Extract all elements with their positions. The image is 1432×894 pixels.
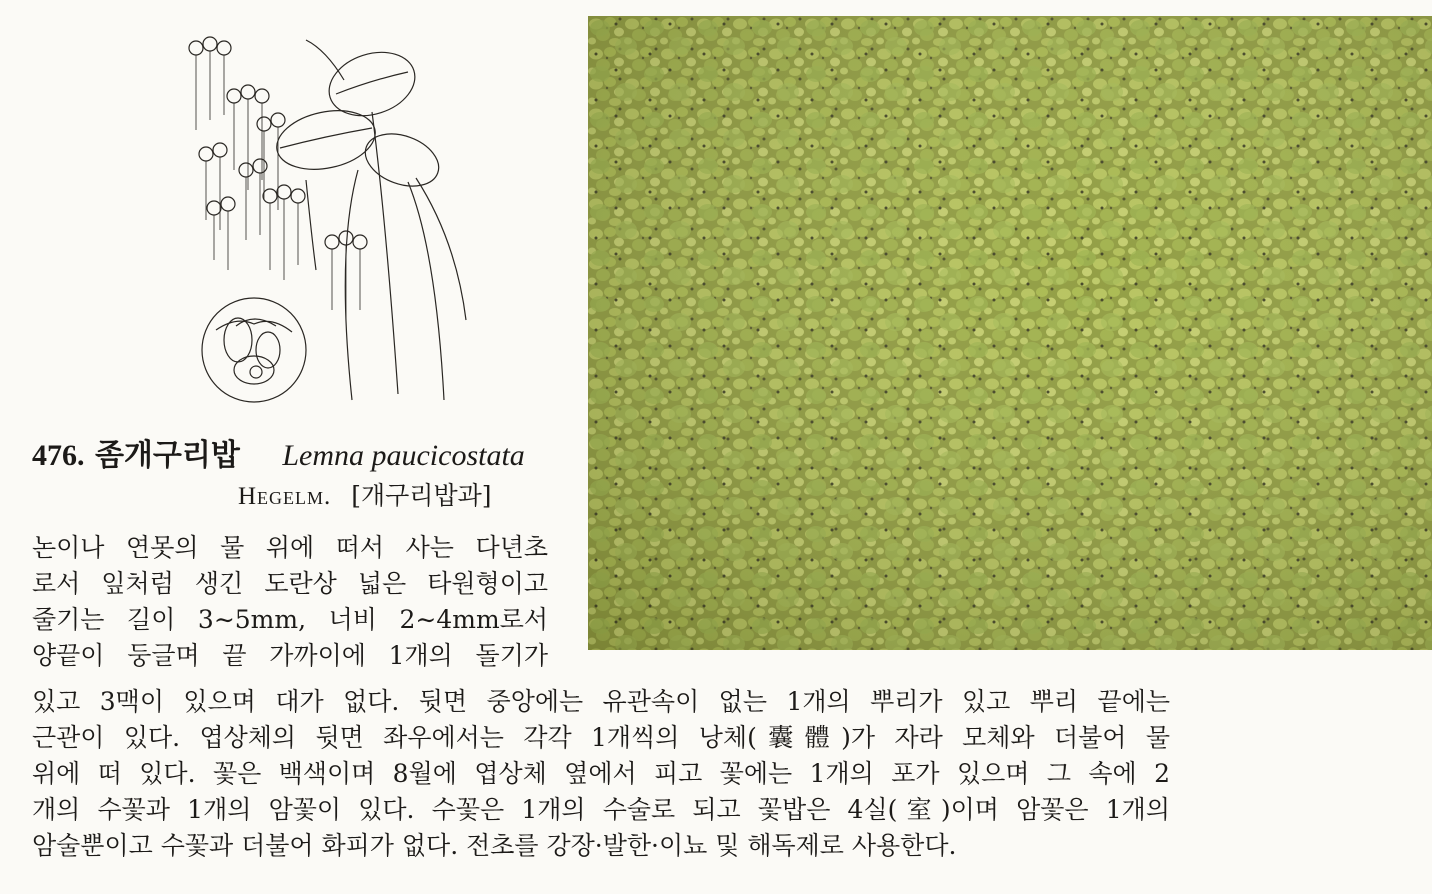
description-line: 개의 수꽃과 1개의 암꽃이 있다. 수꽃은 1개의 수술로 되고 꽃밥은 4실(室)이며 암꽃은 1개의 [32,795,1170,824]
description-line: 줄기는 길이 3∼5mm, 너비 2∼4mm로서 [32,605,548,634]
description-line: 양끝이 둥글며 끝 가까이에 1개의 돌기가 [32,641,548,670]
description-line: 논이나 연못의 물 위에 떠서 사는 다년초 [32,533,548,562]
description-narrow [32,532,548,676]
description-line: 암술뿐이고 수꽃과 더불어 화피가 없다. 전초를 강장·발한·이뇨 및 해독제로 사용한다. [32,831,957,860]
description-line: 로서 잎처럼 생긴 도란상 넓은 타원형이고 [32,569,548,598]
description-wide [32,686,1170,866]
author-family-line [238,480,492,513]
botanical-illustration [176,20,476,404]
author-name: Hegelm. [238,483,332,510]
korean-name: 좀개구리밥 [94,438,240,473]
description-line: 위에 떠 있다. 꽃은 백색이며 8월에 엽상체 옆에서 피고 꽃에는 1개의 포가 있으며 그 속에 2 [32,759,1170,788]
description-line: 있고 3맥이 있으며 대가 없다. 뒷면 중앙에는 유관속이 없는 1개의 뿌리가 있고 뿌리 끝에는 [32,687,1170,716]
entry-title [32,438,525,474]
family-name: [개구리밥과] [351,481,492,510]
duckweed-photograph [588,16,1432,650]
description-line: 근관이 있다. 엽상체의 뒷면 좌우에서는 각각 1개씩의 낭체(囊體)가 자라 모체와 더불어 물 [32,723,1170,752]
entry-number: 476. [32,439,85,472]
scientific-name: Lemna paucicostata [282,439,525,472]
